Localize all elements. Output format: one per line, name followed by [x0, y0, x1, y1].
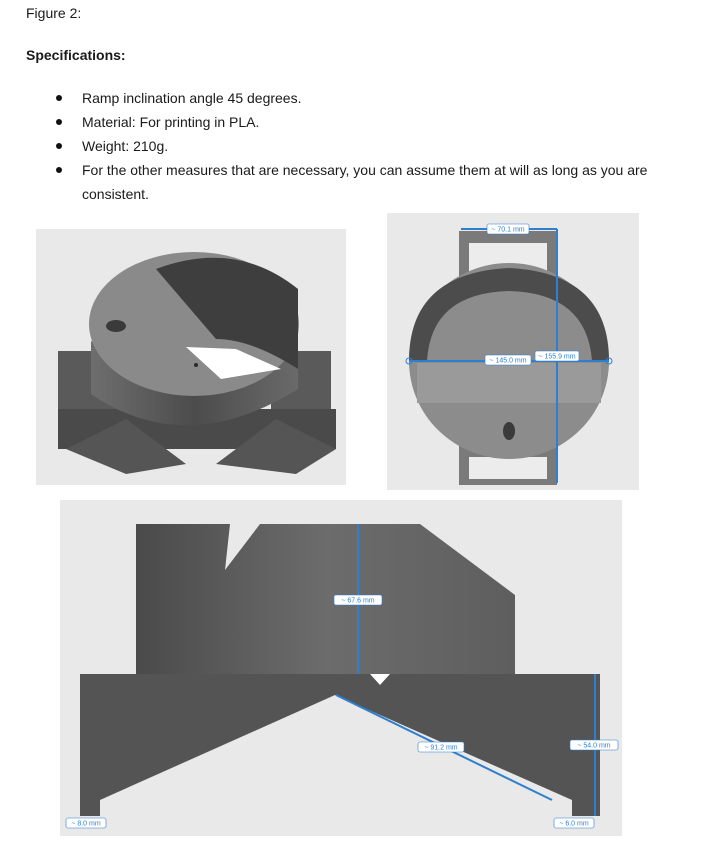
bullet-icon: [56, 119, 62, 125]
outer-dim-label: ~ 155.9 mm: [538, 353, 576, 361]
inner-dim-label: ~ 145.0 mm: [489, 357, 527, 365]
mount-hole: [503, 422, 515, 440]
bullet-icon: [56, 143, 62, 149]
specifications-heading: Specifications:: [26, 47, 126, 63]
ramp-dim-label: ~ 91.2 mm: [424, 744, 458, 752]
base-frame: [80, 674, 600, 816]
spec-item: [56, 86, 706, 110]
figure-label: Figure 2:: [26, 5, 82, 21]
right-foot-dim-label: ~ 6.0 mm: [559, 820, 589, 828]
height-dim-label: ~ 67.6 mm: [341, 597, 375, 605]
left-foot-dim-label: ~ 8.0 mm: [71, 820, 101, 828]
specifications-list: [56, 86, 706, 206]
top-view-svg: [387, 213, 639, 490]
ramp-body: [136, 524, 515, 678]
side-view-svg: [60, 500, 622, 836]
spec-item: [56, 158, 706, 206]
spec-text: Ramp inclination angle 45 degrees.: [82, 90, 302, 106]
width-dim-label: ~ 70.1 mm: [491, 226, 525, 234]
spec-item: [56, 110, 706, 134]
side-view-image: [60, 500, 622, 836]
bullet-icon: [56, 95, 62, 101]
ring-floor: [417, 363, 601, 403]
small-hole: [194, 363, 198, 367]
perspective-render-image: [36, 229, 346, 485]
bullet-icon: [56, 167, 62, 173]
spec-item: [56, 134, 706, 158]
top-view-image: [387, 213, 639, 490]
bottom-bracket-opening: [469, 457, 547, 479]
mount-hole: [106, 320, 126, 332]
base-height-dim-label: ~ 54.0 mm: [577, 742, 611, 750]
spec-text: Weight: 210g.: [82, 138, 169, 154]
perspective-render-svg: [36, 229, 346, 485]
spec-text: Material: For printing in PLA.: [82, 114, 260, 130]
spec-text: For the other measures that are necessary, you can assume them at will as long as you are consistent.: [82, 162, 648, 202]
